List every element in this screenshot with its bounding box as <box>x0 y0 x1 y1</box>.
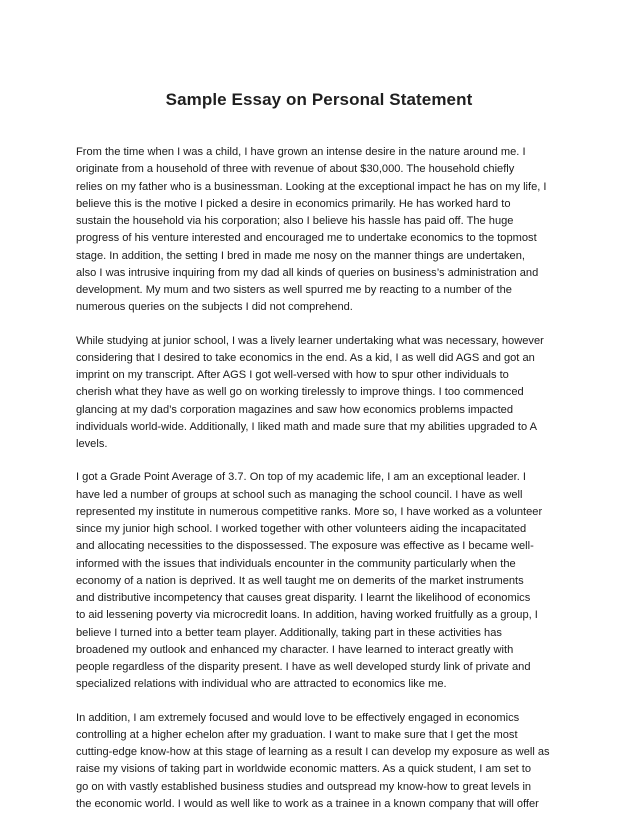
text-line: numerous queries on the subjects I did not comprehend. <box>76 301 353 314</box>
text-line: levels. <box>76 438 108 450</box>
text-line: also I was intrusive inquiring from my dad all kinds of queries on business’s administration and <box>76 266 539 279</box>
text-line: since my junior high school. I worked together with other volunteers aiding the incapacitated <box>76 523 527 535</box>
text-line: to aid lessening poverty via microcredit loans. In addition, having worked fruitfully as a group, I <box>76 609 538 622</box>
text-line: represented my institute in numerous competitive ranks. More so, I have worked as a volunteer <box>76 505 543 518</box>
text-line: have led a number of groups at school such as managing the school council. I have as well <box>76 488 523 501</box>
text-line: people regardless of the disparity present. I have as well developed sturdy link of private and <box>76 661 531 673</box>
text-line: In addition, I am extremely focused and would love to be effectively engaged in economics <box>76 711 520 724</box>
page-title: Sample Essay on Personal Statement <box>165 90 473 109</box>
text-line: imprint on my transcript. After AGS I got well-versed with how to spur other individuals to <box>76 369 509 381</box>
essay-paragraph <box>76 144 586 317</box>
text-line: broadened my outlook and enhanced my character. I have learned to interact greatly with <box>76 643 514 656</box>
text-line: and allocating necessities to the dispossessed. The exposure was effective as I became well- <box>76 540 534 553</box>
text-line: controlling at a higher echelon after my graduation. I want to make sure that I get the most <box>76 728 518 741</box>
text-line: originate from a household of three with revenue of about $30,000. The household chiefly <box>76 163 515 176</box>
essay-paragraph <box>76 469 586 693</box>
text-line: While studying at junior school, I was a lively learner undertaking what was necessary, however <box>76 334 544 347</box>
text-line: cherish what they have as well go on working tirelessly to improve things. I too commenced <box>76 386 524 399</box>
text-line: specialized relations with individual who are attracted to economics like me. <box>76 678 447 691</box>
text-line: informed with the issues that individuals encounter in the community particularly when the <box>76 557 516 570</box>
text-line: and distributive incompetency that causes great disparity. I learnt the likelihood of economics <box>76 592 531 604</box>
text-line: relies on my father who is a businessman. Looking at the exceptional impact he has on my life, I <box>76 180 547 193</box>
text-line: sustain the household via his corporation; also I believe his hassle has paid off. The huge <box>76 215 514 227</box>
text-line: individuals world-wide. Additionally, I liked math and made sure that my abilities upgraded to A <box>76 420 538 433</box>
text-line: glancing at my dad’s corporation magazines and saw how economics problems impacted <box>76 403 513 416</box>
text-line: cutting-edge know-how at this stage of learning as a result I can develop my exposure as well as <box>76 746 550 758</box>
text-line: development. My mum and two sisters as well spurred me by reacting to a number of the <box>76 284 512 296</box>
text-line: stage. In addition, the setting I bred in made me nosy on the manner things are undertaken, <box>76 249 525 262</box>
text-line: raise my visions of taking part in worldwide economic matters. As a quick student, I am set to <box>76 763 532 776</box>
text-line: economy of a nation is deprived. It as well taught me on demerits of the market instruments <box>76 574 524 587</box>
essay-paragraph <box>76 710 586 814</box>
text-line: I got a Grade Point Average of 3.7. On top of my academic life, I am an exceptional leader. I <box>76 471 526 484</box>
text-line: From the time when I was a child, I have grown an intense desire in the nature around me. I <box>76 146 526 158</box>
text-line: believe I turned into a better team player. Additionally, taking part in these activities has <box>76 626 502 639</box>
text-line: believe this is the motive I picked a desire in economics primarily. He has worked hard to <box>76 197 511 210</box>
essay-paragraph <box>76 333 586 454</box>
text-line: go on with vastly established business studies and outspread my know-how to great levels in <box>76 780 532 793</box>
text-line: considering that I desired to take economics in the end. As a kid, I as well did AGS and got an <box>76 351 535 364</box>
text-line: the economic world. I would as well like to work as a trainee in a known company that will offer <box>76 797 539 810</box>
text-line: progress of his venture interested and encouraged me to undertake economics to the topmost <box>76 232 537 245</box>
essay-body <box>76 144 586 829</box>
